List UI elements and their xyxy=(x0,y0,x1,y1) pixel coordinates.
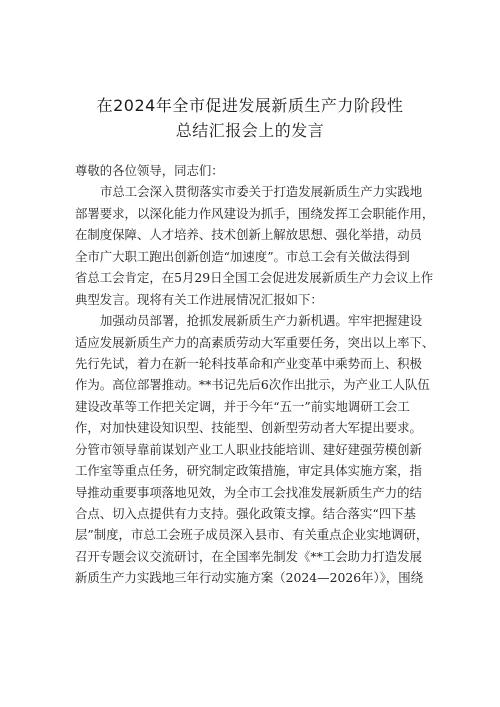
paragraph-2-line-3: 先行先试，着力在新一轮科技革命和产业变革中乘势而上、积极 xyxy=(75,355,422,371)
paragraph-2-line-10: 合点、切入点提供有力支持。强化政策支撑。结合落实“四下基 xyxy=(75,506,416,521)
paragraph-2-line-12: 召开专题会议交流研讨，在全国率先制发《**工会助力打造发展 xyxy=(75,548,422,564)
document-title-line-1: 在2024年全市促进发展新质生产力阶段性 xyxy=(96,96,404,115)
paragraph-2-line-1: 加强动员部署，抢抓发展新质生产力新机遇。牢牢把握建设 xyxy=(100,313,423,329)
paragraph-2-line-8: 工作室等重点任务，研究制定政策措施，审定具体实施方案，指 xyxy=(75,463,422,479)
paragraph-1-line-2: 部署要求，以深化能力作风建设为抓手，围绕发挥工会职能作用， xyxy=(75,205,435,221)
salutation: 尊敬的各位领导，同志们： xyxy=(75,163,224,178)
paragraph-2-line-2: 适应发展新质生产力的高素质劳动大军重要任务，突出以上率下、 xyxy=(75,334,435,350)
paragraph-2-line-6: 作，对加快建设知识型、技能型、创新型劳动者大军提出要求。 xyxy=(75,420,422,436)
document-title-line-2: 总结汇报会上的发言 xyxy=(175,121,325,140)
paragraph-2-line-9: 导推动重要事项落地见效，为全市工会找准发展新质生产力的结 xyxy=(75,484,422,500)
paragraph-1-line-6: 典型发言。现将有关工作进展情况汇报如下： xyxy=(75,291,323,307)
paragraph-2-line-7: 分管市领导靠前谋划产业工人职业技能培训、建好建强劳模创新 xyxy=(75,441,422,457)
paragraph-1-line-5: 省总工会肯定，在5月29日全国工会促进发展新质生产力会议上作 xyxy=(75,270,434,286)
paragraph-2-line-13: 新质生产力实践地三年行动实施方案（2024—2026年）》，围绕 xyxy=(75,570,424,586)
paragraph-1-line-1: 市总工会深入贯彻落实市委关于打造发展新质生产力实践地 xyxy=(100,184,423,200)
paragraph-1-line-4: 全市广大职工跑出创新创造“加速度”。市总工会有关做法得到 xyxy=(75,248,410,264)
paragraph-2-line-11: 层”制度，市总工会班子成员深入县市、有关重点企业实地调研， xyxy=(75,527,429,543)
paragraph-2-line-5: 建设改革等工作把关定调，并于今年“五一”前实地调研工会工 xyxy=(75,398,410,414)
paragraph-2-line-4: 作为。高位部署推动。**书记先后6次作出批示，为产业工人队伍 xyxy=(75,377,430,393)
document-body xyxy=(75,160,435,589)
paragraph-1-line-3: 在制度保障、人才培养、技术创新上解放思想、强化举措，动员 xyxy=(75,227,422,243)
